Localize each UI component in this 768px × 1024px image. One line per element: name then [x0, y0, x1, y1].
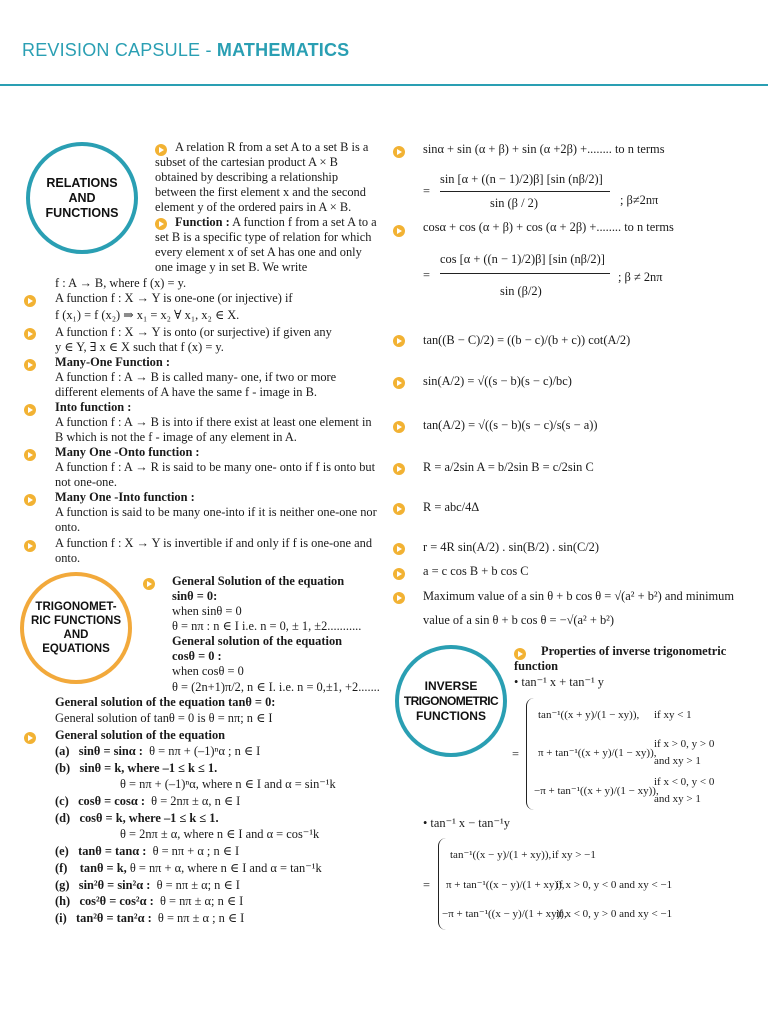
bullet-icon	[393, 463, 405, 475]
function-definition	[155, 215, 377, 275]
function-text: A function f from a set A to a set B is a specific type of relation for which every element x of set A has one and only one image y in set B. We write	[155, 215, 377, 274]
bullet-icon	[143, 578, 155, 590]
inverse-sum-case: π + tan⁻¹((x + y)/(1 − xy)),	[538, 747, 657, 759]
inverse-diff-case-cond: if x > 0, y < 0 and xy < −1	[556, 879, 673, 891]
list-item: (c) cosθ = cosα : θ = 2nπ ± α, n ∈ I	[55, 794, 241, 808]
badge-relations-functions	[26, 142, 138, 254]
badge-line: INVERSE	[424, 678, 478, 693]
max-value-line-1: Maximum value of a sin θ + b cos θ = √(a² + b²) and minimum	[423, 589, 735, 603]
inverse-sum-case-cond: and xy > 1	[654, 793, 701, 805]
many-one-heading: Many-One Function :	[55, 355, 170, 369]
into-text: A function f : A → B is into if there exist at least one element in B which is not the f - image of any element in A.	[55, 415, 372, 444]
max-value-line-2: value of a sin θ + b cos θ = −√(a² + b²)	[423, 613, 614, 627]
tan0-text: General solution of tanθ = 0 is θ = nπ; n ∈ I	[55, 711, 273, 725]
inverse-diff-case-cond: if x < 0, y > 0 and xy < −1	[556, 908, 673, 920]
many-one-onto-text: A function f : A → R is said to be many one- onto if f is onto but not one-one.	[55, 460, 376, 489]
inverse-diff-case: tan⁻¹((x − y)/(1 + xy)),	[450, 849, 552, 861]
cos0-heading-2: cosθ = 0 :	[172, 649, 222, 663]
badge-line: TRIGONOMET-	[35, 601, 117, 613]
invertible-text: A function f : X → Y is invertible if and only if f is one-one and onto.	[55, 536, 373, 565]
cos0-solution: θ = (2n+1)π/2, n ∈ I. i.e. n = 0,±1, +2.......	[172, 680, 380, 694]
page-header	[0, 0, 768, 86]
bullet-icon	[24, 359, 36, 371]
formula-sine-rule: R = a/2sin A = b/2sin B = c/2sin C	[423, 460, 594, 474]
badge-line: TRIGONOMETRIC	[403, 693, 499, 708]
inverse-diff-case: π + tan⁻¹((x − y)/(1 + xy)),	[446, 879, 565, 891]
bullet-icon	[393, 421, 405, 433]
bullet-icon	[24, 540, 36, 552]
many-one-into-heading: Many One -Into function :	[55, 490, 195, 504]
list-item: θ = 2nπ ± α, where n ∈ I and α = cos⁻¹k	[120, 827, 320, 841]
inverse-sum-case-cond: if x < 0, y < 0	[654, 776, 715, 788]
cos0-when: when cosθ = 0	[172, 664, 244, 678]
bullet-icon	[393, 568, 405, 580]
badge-line: RIC FUNCTIONS	[30, 615, 122, 627]
inverse-heading-2: function	[514, 659, 559, 673]
fraction-bar	[440, 273, 610, 274]
inverse-sum-case: −π + tan⁻¹((x + y)/(1 − xy)),	[534, 785, 659, 797]
inverse-sum-case: tan⁻¹((x + y)/(1 − xy)),	[538, 709, 640, 721]
cos-series-numerator: cos [α + ((n − 1)/2)β] [sin (nβ/2)]	[440, 252, 605, 266]
onto-line-1: A function f : X → Y is onto (or surjective) if given any	[55, 325, 332, 339]
header-rule	[0, 84, 768, 86]
list-item: (g) sin²θ = sin²α : θ = nπ ± α; n ∈ I	[55, 878, 240, 892]
formula-projection: a = c cos B + b cos C	[423, 564, 529, 578]
sin0-when: when sinθ = 0	[172, 604, 242, 618]
list-item: (f) tanθ = k, θ = nπ + α, where n ∈ I and α = tan⁻¹k	[55, 861, 322, 875]
inverse-diff-equals: =	[423, 878, 430, 892]
formula-circumradius: R = abc/4Δ	[423, 500, 480, 514]
badge-line: EQUATIONS	[42, 643, 110, 655]
bullet-icon	[393, 543, 405, 555]
badge-line: AND	[68, 190, 96, 205]
bullet-icon	[24, 732, 36, 744]
list-item: (e) tanθ = tanα : θ = nπ + α ; n ∈ I	[55, 844, 240, 858]
sin-series: sinα + sin (α + β) + sin (α +2β) +........ to n terms	[423, 142, 665, 156]
inverse-diff-case-cond: if xy > −1	[552, 849, 596, 861]
function-label: Function :	[175, 215, 230, 229]
badge-inverse-trigonometric-functions	[395, 645, 507, 757]
bullet-icon	[393, 225, 405, 237]
list-item: (a) sinθ = sinα : θ = nπ + (–1)ⁿα ; n ∈ I	[55, 744, 261, 758]
one-one-line-2: f (x₁) = f (x₂) ⇒ x₁ = x₂ ∀ x₁, x₂ ∈ X.	[55, 308, 240, 322]
general-solution-heading: General solution of the equation	[55, 728, 226, 742]
one-one-line-1: A function f : X → Y is one-one (or injective) if	[55, 291, 293, 305]
cos-series-condition: ; β ≠ 2nπ	[618, 270, 663, 284]
title-separator: -	[200, 40, 217, 60]
inverse-sum-equals: =	[512, 747, 519, 761]
into-heading: Into function :	[55, 400, 132, 414]
bullet-icon	[393, 377, 405, 389]
page-title	[22, 40, 349, 61]
sin-series-equals: =	[423, 184, 430, 198]
list-item: (d) cosθ = k, where –1 ≤ k ≤ 1.	[55, 811, 219, 825]
sin0-heading-2: sinθ = 0:	[172, 589, 218, 603]
bullet-icon	[393, 503, 405, 515]
tan0-heading: General solution of the equation tanθ = 0:	[55, 695, 276, 709]
fraction-bar	[440, 191, 610, 192]
many-one-text: A function f : A → B is called many- one, if two or more different elements of A have the same f - image in B.	[55, 370, 337, 399]
badge-line: FUNCTIONS	[415, 708, 486, 723]
list-item: (h) cos²θ = cos²α : θ = nπ ± α; n ∈ I	[55, 894, 244, 908]
f-notation: f : A → B, where f (x) = y.	[55, 276, 187, 290]
cos-series-denominator: sin (β/2)	[500, 284, 542, 298]
bullet-icon	[24, 404, 36, 416]
many-one-into-text: A function is said to be many one-into if it is neither one-one nor onto.	[55, 505, 377, 534]
many-one-onto-heading: Many One -Onto function :	[55, 445, 200, 459]
sin-series-denominator: sin (β / 2)	[490, 196, 538, 210]
list-item: θ = nπ + (–1)ⁿα, where n ∈ I and α = sin⁻¹k	[120, 777, 336, 791]
cos-series-equals: =	[423, 268, 430, 282]
list-item: (i) tan²θ = tan²α : θ = nπ ± α ; n ∈ I	[55, 911, 245, 925]
sin-series-numerator: sin [α + ((n − 1)/2)β] [sin (nβ/2)]	[440, 172, 603, 186]
badge-line: FUNCTIONS	[45, 205, 119, 220]
inverse-diff-title: • tan⁻¹ x − tan⁻¹y	[423, 816, 510, 830]
inverse-diff-case: −π + tan⁻¹((x − y)/(1 + xy)),	[442, 908, 567, 920]
inverse-sum-case-cond: if x > 0, y > 0	[654, 738, 715, 750]
sin-series-condition: ; β≠2nπ	[620, 193, 659, 207]
badge-line: RELATIONS	[46, 175, 118, 190]
cos-series: cosα + cos (α + β) + cos (α + 2β) +........ to n terms	[423, 220, 674, 234]
badge-line: AND	[63, 629, 89, 641]
inverse-sum-title: • tan⁻¹ x + tan⁻¹ y	[514, 675, 604, 689]
formula-sin-half: sin(A/2) = √((s − b)(s − c)/bc)	[423, 374, 572, 388]
bullet-icon	[393, 146, 405, 158]
bullet-icon	[393, 592, 405, 604]
list-item: (b) sinθ = k, where –1 ≤ k ≤ 1.	[55, 761, 218, 775]
bullet-icon	[24, 494, 36, 506]
cos0-heading-1: General solution of the equation	[172, 634, 343, 648]
bullet-icon	[24, 295, 36, 307]
relation-definition: A relation R from a set A to a set B is a subset of the cartesian product A × B obtained by describing a relationship between the first element x and the second element y of the ordered pairs in A × B.	[155, 140, 369, 214]
bullet-icon	[393, 335, 405, 347]
inverse-heading-1: Properties of inverse trigonometric	[541, 644, 727, 658]
formula-tan-half-diff: tan((B − C)/2) = ((b − c)/(b + c)) cot(A/2)	[423, 333, 631, 347]
bullet-icon	[24, 328, 36, 340]
formula-inradius: r = 4R sin(A/2) . sin(B/2) . sin(C/2)	[423, 540, 599, 554]
onto-line-2: y ∈ Y, ∃ x ∈ X such that f (x) = y.	[55, 340, 224, 354]
bullet-icon	[24, 449, 36, 461]
title-subject: MATHEMATICS	[216, 40, 350, 60]
title-left: REVISION CAPSULE	[22, 40, 201, 60]
inverse-sum-case-cond: and xy > 1	[654, 755, 701, 767]
badge-trigonometric-functions	[20, 572, 132, 684]
formula-tan-half: tan(A/2) = √((s − b)(s − c)/s(s − a))	[423, 418, 598, 432]
sin0-heading-1: General Solution of the equation	[172, 574, 345, 588]
sin0-solution: θ = nπ : n ∈ I i.e. n = 0, ± 1, ±2...........	[172, 619, 362, 633]
inverse-sum-case-cond: if xy < 1	[654, 709, 692, 721]
